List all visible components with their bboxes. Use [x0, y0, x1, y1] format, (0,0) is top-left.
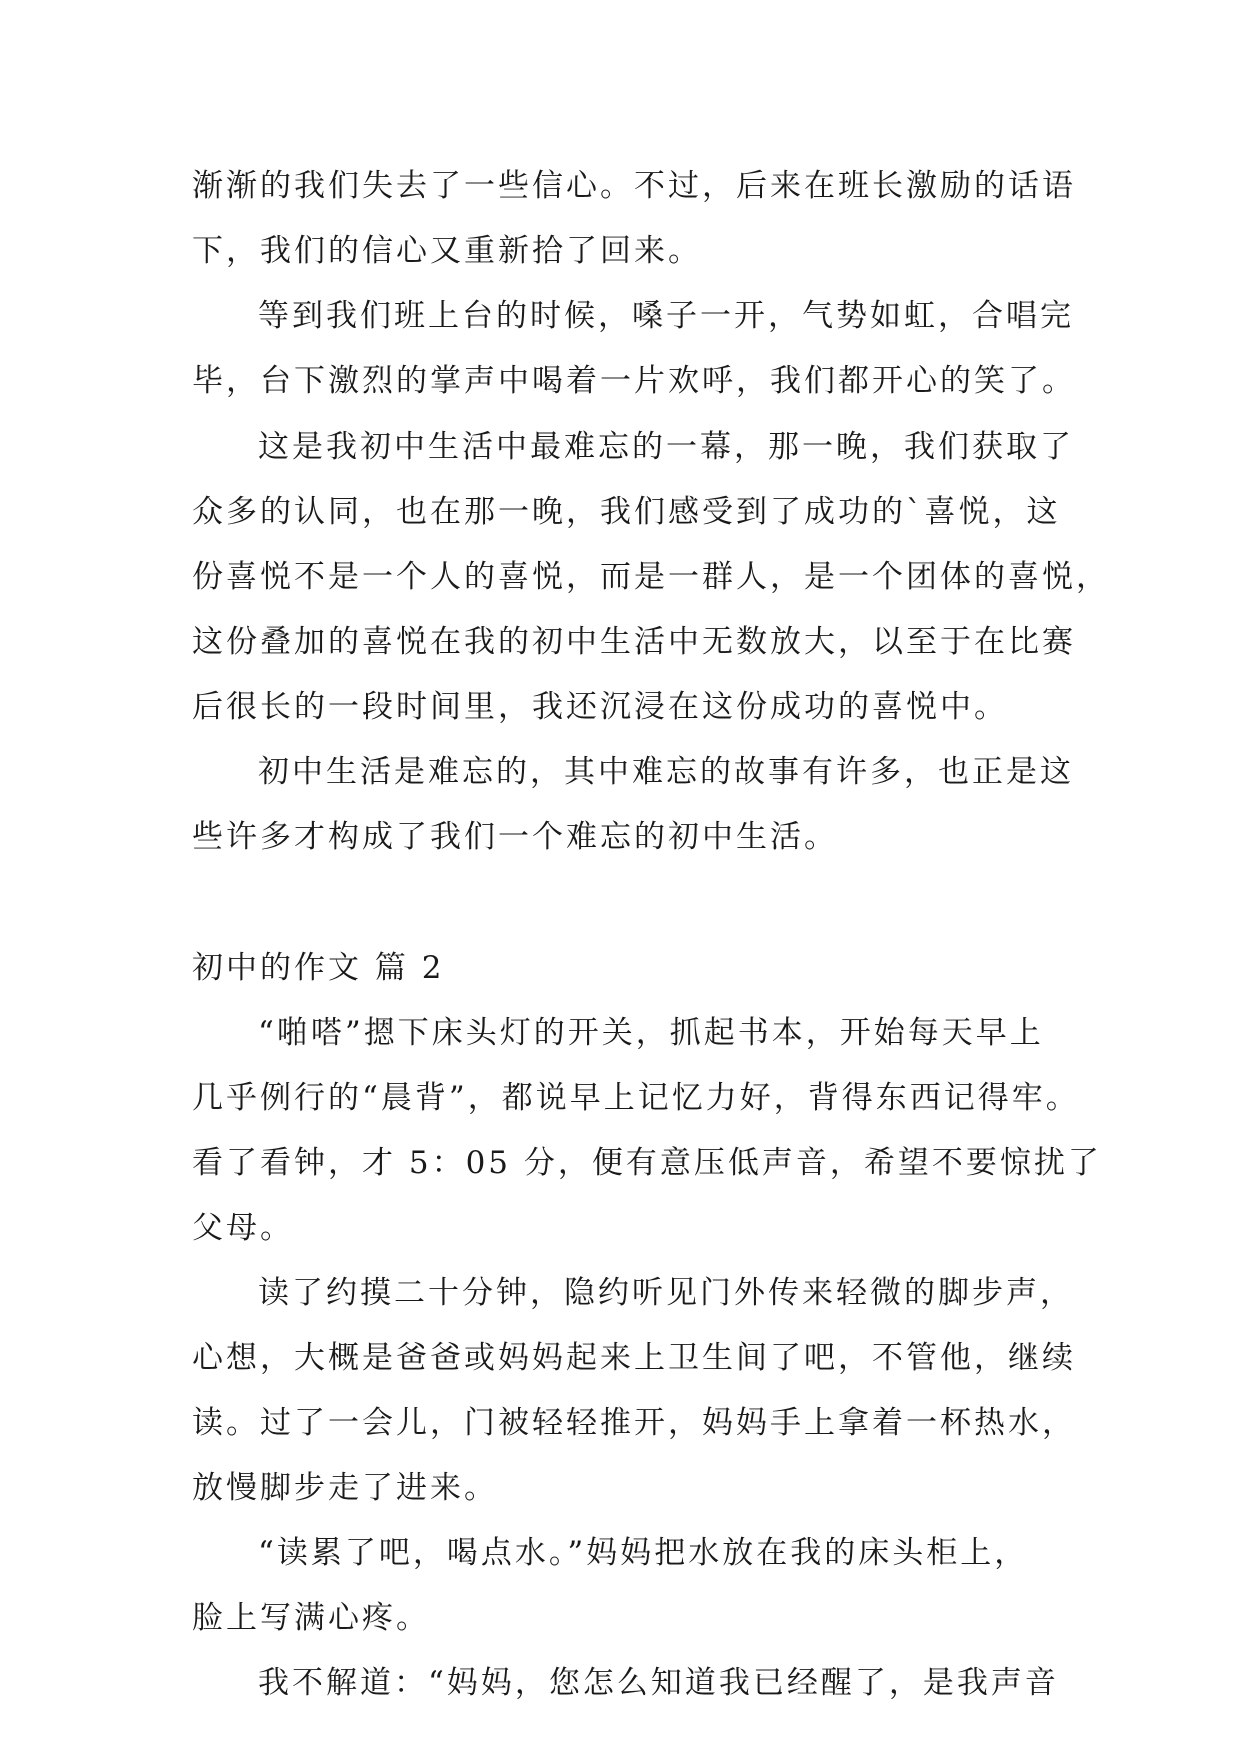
- paragraph-line: “啪嗒”摁下床头灯的开关，抓起书本，开始每天早上: [258, 1015, 1044, 1051]
- paragraph-line: 这份叠加的喜悦在我的初中生活中无数放大，以至于在比赛: [192, 624, 1076, 660]
- paragraph-line: 我不解道：“妈妈，您怎么知道我已经醒了，是我声音: [258, 1665, 1059, 1701]
- paragraph-line: 放慢脚步走了进来。: [192, 1470, 498, 1506]
- paragraph-line: 几乎例行的“晨背”，都说早上记忆力好，背得东西记得牢。: [192, 1080, 1080, 1116]
- paragraph-line: 父母。: [192, 1210, 294, 1246]
- paragraph-line: 些许多才构成了我们一个难忘的初中生活。: [192, 819, 838, 855]
- paragraph-line: 读了约摸二十分钟，隐约听见门外传来轻微的脚步声，: [258, 1275, 1074, 1311]
- paragraph-line: “读累了吧，喝点水。”妈妈把水放在我的床头柜上，: [258, 1535, 1029, 1571]
- section-heading: 初中的作文 篇 2: [192, 950, 445, 986]
- paragraph-line: 渐渐的我们失去了一些信心。不过，后来在班长激励的话语: [192, 168, 1076, 204]
- paragraph-line: 这是我初中生活中最难忘的一幕，那一晚，我们获取了: [258, 429, 1074, 465]
- paragraph-line: 读。过了一会儿，门被轻轻推开，妈妈手上拿着一杯热水，: [192, 1405, 1076, 1441]
- paragraph-line: 脸上写满心疼。: [192, 1600, 430, 1636]
- paragraph-line: 初中生活是难忘的，其中难忘的故事有许多，也正是这: [258, 754, 1074, 790]
- paragraph-line: 等到我们班上台的时候，嗓子一开，气势如虹，合唱完: [258, 298, 1074, 334]
- paragraph-line: 后很长的一段时间里，我还沉浸在这份成功的喜悦中。: [192, 689, 1008, 725]
- paragraph-line: 众多的认同，也在那一晚，我们感受到了成功的`喜悦，这: [192, 494, 1061, 530]
- paragraph-line: 下，我们的信心又重新拾了回来。: [192, 233, 702, 269]
- paragraph-line: 心想，大概是爸爸或妈妈起来上卫生间了吧，不管他，继续: [192, 1340, 1076, 1376]
- paragraph-line: 毕，台下激烈的掌声中喝着一片欢呼，我们都开心的笑了。: [192, 363, 1076, 399]
- paragraph-line: 份喜悦不是一个人的喜悦，而是一群人，是一个团体的喜悦，: [192, 559, 1110, 595]
- paragraph-line: 看了看钟，才 5：05 分，便有意压低声音，希望不要惊扰了: [192, 1145, 1102, 1181]
